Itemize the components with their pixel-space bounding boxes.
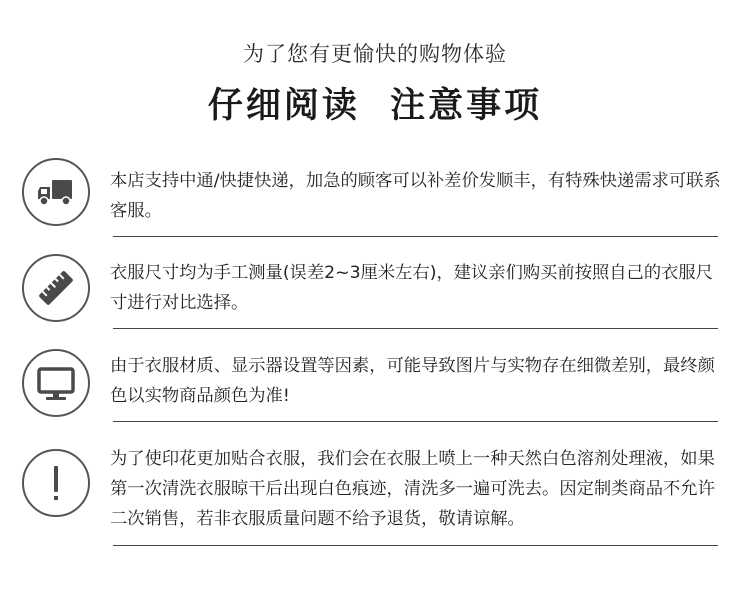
notice-text: 为了使印花更加贴合衣服，我们会在衣服上喷上一种天然白色溶剂处理液，如果第一次清洗衣服晾干后出现白色痕迹，清洗多一遍可洗去。因定制类商品不允许二次销售，若非衣服质量问题不给予退货，敬请谅解。 bbox=[110, 449, 715, 529]
notice-text: 衣服尺寸均为手工测量(误差2~3厘米左右)，建议亲们购买前按照自己的衣服尺寸进行对比选择。 bbox=[110, 263, 713, 313]
divider bbox=[113, 545, 718, 546]
divider bbox=[113, 328, 718, 329]
page-title: 仔细阅读 注意事项 bbox=[207, 86, 543, 126]
divider bbox=[113, 421, 718, 422]
notice-text: 由于衣服材质、显示器设置等因素，可能导致图片与实物存在细微差别，最终颜色以实物商品颜色为准! bbox=[110, 356, 715, 406]
exclamation-icon bbox=[22, 449, 90, 517]
monitor-icon bbox=[22, 349, 90, 417]
notice-text: 本店支持中通/快捷快递，加急的顾客可以补差价发顺丰，有特殊快递需求可联系客服。 bbox=[110, 171, 721, 221]
truck-icon bbox=[22, 158, 90, 226]
page-subtitle: 为了您有更愉快的购物体验 bbox=[243, 42, 507, 66]
divider bbox=[113, 236, 718, 237]
ruler-icon bbox=[22, 254, 90, 322]
